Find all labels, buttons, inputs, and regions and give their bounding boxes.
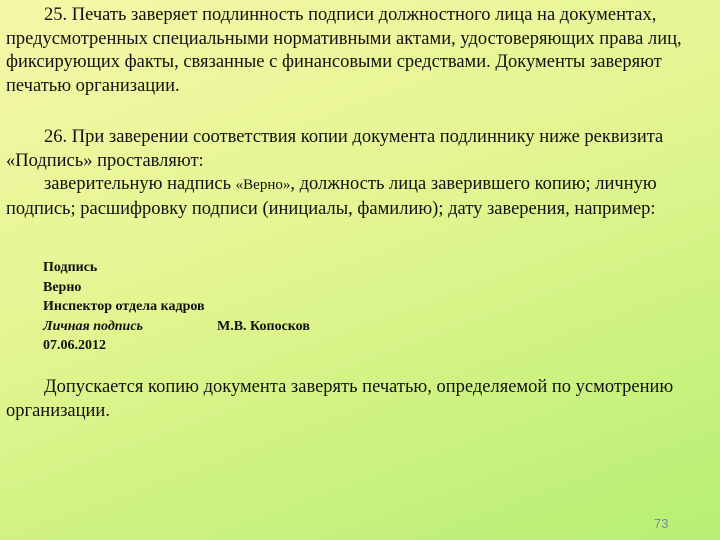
example-date: 07.06.2012 [43, 338, 106, 353]
quoted-word: «Верно» [235, 177, 291, 193]
signature-placeholder: Личная подпись [43, 318, 143, 334]
example-line: Инспектор отдела кадров [43, 299, 205, 314]
paragraph-25 [6, 4, 714, 98]
paragraph-26 [6, 126, 714, 221]
example-line: Верно [43, 279, 82, 295]
certification-example [43, 258, 310, 356]
paragraph-stamp [6, 376, 714, 423]
paragraph-text: Допускается копию документа заверять печатью, определяемой по усмотрению организации. [6, 377, 674, 421]
paragraph-text-part: заверительную надпись [44, 174, 236, 194]
example-line: Подпись [43, 260, 98, 275]
paragraph-text: . Печать заверяет подлинность подписи должностного лица на документах, предусмотренных специальными нормативными актами, удостоверяющих права лиц, фиксирующих факты, связанные с финансовыми средствами. Документы заверяют печатью организации. [6, 5, 682, 96]
page-number: 73 [654, 516, 669, 531]
paragraph-number: 26. [44, 127, 68, 147]
paragraph-text-part: , должность лица заверившего копию; личную подпись; расшифровку подписи (инициалы, фамилию); дату заверения, например: [6, 174, 657, 219]
paragraph-text: При заверении соответствия копии документа подлиннику ниже реквизита «Подпись» проставляют: [6, 127, 664, 171]
example-signature-row [43, 317, 310, 337]
paragraph-number: 25 [44, 5, 63, 25]
signatory-name: М.В. Копосков [217, 318, 310, 334]
